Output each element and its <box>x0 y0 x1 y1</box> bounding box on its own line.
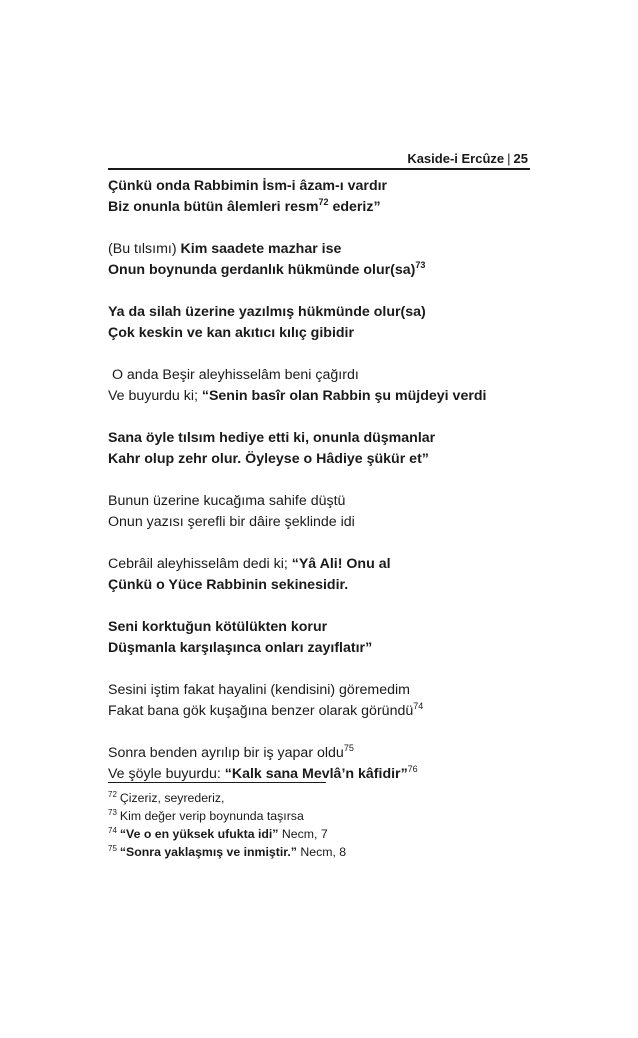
footnote-number: 73 <box>108 808 117 817</box>
footnote-text: Necm, 8 <box>296 845 347 859</box>
verse-line: Sana öyle tılsım hediye etti ki, onunla düşmanlar <box>108 430 436 446</box>
verse-line: Bunun üzerine kucağıma sahife düştü <box>108 493 346 509</box>
verse-text-bold: “Senin basîr olan Rabbin şu müjdeyi verdi <box>201 388 487 404</box>
verse-text: Onun boynunda gerdanlık hükmünde olur(sa) <box>108 262 416 278</box>
verse-line: Sesini iştim fakat hayalini (kendisini) göremedim <box>108 682 410 698</box>
footnote-ref: 73 <box>415 260 426 270</box>
verse-text: Ve şöyle buyurdu: <box>108 766 225 782</box>
verse-text-bold: “Yâ Ali! Onu al <box>291 556 391 572</box>
footnote-ref: 75 <box>343 743 354 753</box>
verse-line: Çok keskin ve kan akıtıcı kılıç gibidir <box>108 325 355 341</box>
verse-line: Düşmanla karşılaşınca onları zayıflatır” <box>108 640 373 656</box>
header-title: Kaside-i Ercûze <box>407 151 505 166</box>
stanza-10 <box>108 743 538 785</box>
stanza-2 <box>108 239 538 281</box>
stanza-1 <box>108 176 538 218</box>
footnote-bold: “Sonra yaklaşmış ve inmiştir.” <box>119 845 297 859</box>
verse-text: (Bu tılsımı) <box>108 241 181 257</box>
verse-line <box>108 260 538 281</box>
verse-line: Onun yazısı şerefli bir dâire şeklinde idi <box>108 514 355 530</box>
verse-text: Cebrâil aleyhisselâm dedi ki; <box>108 556 292 572</box>
stanza-9 <box>108 680 538 722</box>
verse-text: ederiz” <box>328 199 381 215</box>
verse-line: O anda Beşir aleyhisselâm beni çağırdı <box>108 367 359 383</box>
verse-line <box>108 239 538 260</box>
stanza-3 <box>108 302 538 344</box>
footnote-item <box>108 843 528 861</box>
footnote-text: Necm, 7 <box>278 827 328 841</box>
stanza-8 <box>108 617 538 659</box>
verse-text: Sonra benden ayrılıp bir iş yapar oldu <box>108 745 344 761</box>
stanza-7 <box>108 554 538 596</box>
stanza-5 <box>108 428 538 470</box>
verse-line: Çünkü o Yüce Rabbinin sekinesidir. <box>108 577 349 593</box>
verse-text-bold: Kim saadete mazhar ise <box>180 241 342 257</box>
footnote-item <box>108 807 528 825</box>
footnote-item <box>108 825 528 843</box>
footnote-item <box>108 789 528 807</box>
verse-line <box>108 743 538 764</box>
header-rule <box>108 168 530 170</box>
verse-text: Biz onunla bütün âlemleri resm <box>108 199 319 215</box>
verse-line <box>108 197 538 218</box>
footnotes <box>108 789 528 861</box>
footnote-bold: “Ve o en yüksek ufukta idi” <box>119 827 279 841</box>
verse-line: Seni korktuğun kötülükten korur <box>108 619 328 635</box>
footnote-text: Kim değer verip boynunda taşırsa <box>119 809 304 823</box>
poem-body <box>108 176 538 806</box>
verse-line <box>108 554 538 575</box>
verse-text-bold: “Kalk sana Mevlâ’n kâfidir” <box>224 766 408 782</box>
header-separator: | <box>507 151 511 166</box>
verse-line: Çünkü onda Rabbimin İsm-i âzam-ı vardır <box>108 178 388 194</box>
footnote-number: 72 <box>108 790 117 799</box>
footnote-ref: 74 <box>413 701 424 711</box>
footnote-ref: 76 <box>407 764 418 774</box>
verse-line: Ya da silah üzerine yazılmış hükmünde olur(sa) <box>108 304 426 320</box>
verse-text: Fakat bana gök kuşağına benzer olarak göründü <box>108 703 414 719</box>
verse-line <box>108 701 538 722</box>
footnote-text: Çizeriz, seyrederiz, <box>119 791 225 805</box>
verse-line: Kahr olup zehr olur. Öyleyse o Hâdiye şükür et” <box>108 451 429 467</box>
footnote-number: 74 <box>108 826 117 835</box>
verse-line <box>108 386 538 407</box>
footnote-rule <box>108 782 326 783</box>
page-number: 25 <box>513 151 528 166</box>
stanza-6 <box>108 491 538 533</box>
stanza-4 <box>108 365 538 407</box>
verse-text: Ve buyurdu ki; <box>108 388 202 404</box>
footnote-number: 75 <box>108 844 117 853</box>
running-header <box>108 151 528 169</box>
footnote-ref: 72 <box>318 197 329 207</box>
